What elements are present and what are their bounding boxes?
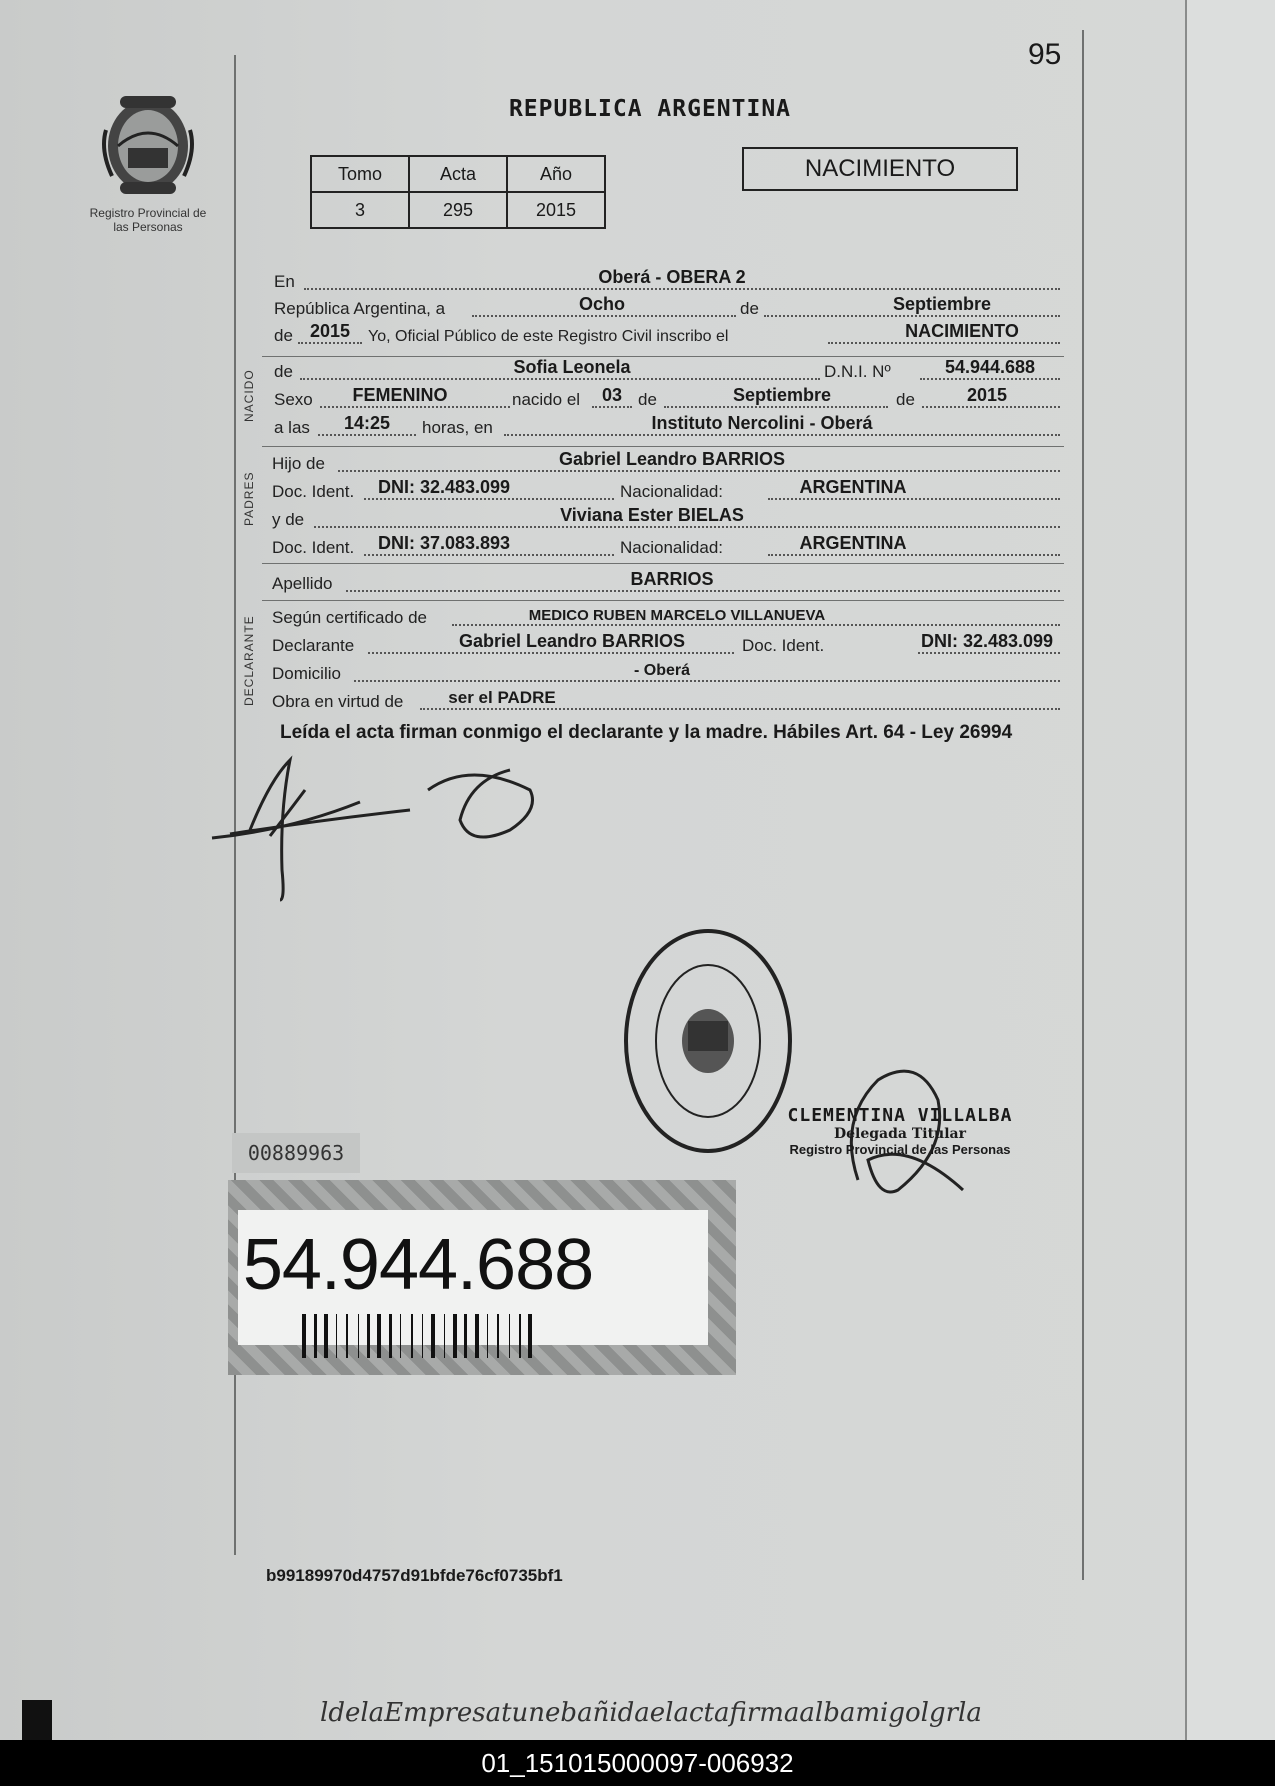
barcode-bar bbox=[444, 1314, 445, 1358]
barcode-bar bbox=[475, 1314, 479, 1358]
value-madre-doc: DNI: 37.083.893 bbox=[377, 533, 511, 553]
logo-caption: Registro Provincial de las Personas bbox=[89, 206, 207, 234]
right-margin-line bbox=[1082, 30, 1084, 1580]
closing-statement: Leída el acta firman conmigo el declarante y la madre. Hábiles Art. 64 - Ley 26994 bbox=[280, 722, 1013, 743]
ano-value: 2015 bbox=[507, 192, 605, 228]
barcode-bar bbox=[400, 1314, 401, 1358]
value-nombre: Sofia Leonela bbox=[513, 357, 631, 377]
row-en bbox=[272, 264, 1062, 294]
tomo-acta-ano-table bbox=[310, 155, 606, 229]
value-obra: ser el PADRE bbox=[448, 688, 556, 707]
value-dni: 54.944.688 bbox=[944, 357, 1036, 377]
value-apellido: BARRIOS bbox=[630, 569, 714, 589]
next-page-edge bbox=[1185, 0, 1275, 1740]
officer-org: Registro Provincial de las Personas bbox=[789, 1142, 1011, 1157]
barcode-bar bbox=[302, 1314, 306, 1358]
barcode-bar bbox=[377, 1314, 381, 1358]
barcode-icon bbox=[302, 1314, 602, 1358]
value-lugar: Oberá - OBERA 2 bbox=[598, 267, 746, 287]
country-heading: REPUBLICA ARGENTINA bbox=[508, 96, 792, 122]
document-hash: b99189970d4757d91bfde76cf0735bf1 bbox=[266, 1566, 563, 1585]
act-type-box: NACIMIENTO bbox=[742, 147, 1018, 191]
value-sexo: FEMENINO bbox=[352, 385, 448, 405]
row-certificado: Según certificado de MEDICO RUBEN MARCELO VILLANUEVA bbox=[272, 600, 1062, 630]
bottom-handwritten-text: ldelaEmpresatunebañidaelactafirmaalbamigolgrla bbox=[320, 1698, 982, 1728]
value-dia-texto: Ocho bbox=[578, 294, 625, 314]
barcode-bar bbox=[528, 1314, 532, 1358]
barcode-bar bbox=[358, 1314, 359, 1358]
value-padre-nac: ARGENTINA bbox=[799, 477, 907, 497]
ano-header: Año bbox=[507, 156, 605, 192]
row-apellido: Apellido BARRIOS bbox=[272, 566, 1062, 596]
provincial-coat-of-arms-logo bbox=[98, 90, 198, 202]
value-madre: Viviana Ester BIELAS bbox=[560, 505, 744, 525]
barcode-bar bbox=[411, 1314, 413, 1358]
value-certificado: MEDICO RUBEN MARCELO VILLANUEVA bbox=[528, 607, 826, 624]
row-hora: a las 14:25 horas, en Instituto Nercolini - Oberá bbox=[272, 410, 1062, 440]
value-declarante-doc: DNI: 32.483.099 bbox=[920, 631, 1054, 651]
acta-header: Acta bbox=[409, 156, 507, 192]
barcode-bar bbox=[464, 1314, 467, 1358]
value-nac-anio: 2015 bbox=[966, 385, 1008, 405]
barcode-bar bbox=[453, 1314, 457, 1358]
value-lugar-nac: Instituto Nercolini - Oberá bbox=[651, 413, 873, 433]
barcode-bar bbox=[389, 1314, 392, 1358]
footer-file-id: 01_151015000097-006932 bbox=[0, 1740, 1275, 1786]
row-declarante: Declarante Gabriel Leandro BARRIOS Doc. Ident. DNI: 32.483.099 bbox=[272, 628, 1062, 658]
value-domicilio: - Oberá bbox=[633, 662, 690, 679]
officer-block bbox=[775, 1105, 1025, 1157]
label-en: En bbox=[274, 272, 295, 291]
scan-edge-mark bbox=[22, 1700, 52, 1740]
barcode-bar bbox=[497, 1314, 499, 1358]
barcode-bar bbox=[346, 1314, 348, 1358]
barcode-bar bbox=[487, 1314, 488, 1358]
barcode-bar bbox=[367, 1314, 370, 1358]
officer-role: Delegada Titular bbox=[833, 1126, 966, 1142]
value-hora: 14:25 bbox=[343, 413, 391, 433]
row-madre: y de Viviana Ester BIELAS bbox=[272, 502, 1062, 532]
value-declarante: Gabriel Leandro BARRIOS bbox=[458, 631, 686, 651]
officer-name: CLEMENTINA VILLALBA bbox=[787, 1105, 1013, 1126]
row-nombre: de Sofia Leonela D.N.I. Nº 54.944.688 bbox=[272, 354, 1062, 384]
barcode-bar bbox=[314, 1314, 317, 1358]
dni-barcode-sticker bbox=[228, 1180, 736, 1375]
acta-value: 295 bbox=[409, 192, 507, 228]
row-padre: Hijo de Gabriel Leandro BARRIOS bbox=[272, 446, 1062, 476]
value-padre-doc: DNI: 32.483.099 bbox=[377, 477, 511, 497]
barcode-bar bbox=[519, 1314, 521, 1358]
registry-seal-stamp bbox=[622, 925, 794, 1157]
serial-number: 00889963 bbox=[232, 1133, 360, 1173]
tomo-header: Tomo bbox=[311, 156, 409, 192]
tomo-value: 3 bbox=[311, 192, 409, 228]
value-nac-dia: 03 bbox=[601, 385, 623, 405]
declarant-signature bbox=[210, 750, 550, 910]
row-sexo: Sexo FEMENINO nacido el 03 de Septiembre de 2015 bbox=[272, 382, 1062, 412]
row-domicilio: Domicilio - Oberá bbox=[272, 656, 1062, 686]
page-number: 95 bbox=[1028, 38, 1062, 71]
side-label-declarante: DECLARANTE bbox=[242, 615, 256, 706]
barcode-bar bbox=[422, 1314, 423, 1358]
barcode-bar bbox=[336, 1314, 337, 1358]
value-mes: Septiembre bbox=[892, 294, 992, 314]
row-madre-doc: Doc. Ident. DNI: 37.083.893 Nacionalidad: ARGENTINA bbox=[272, 530, 1062, 560]
barcode-bar bbox=[509, 1314, 510, 1358]
row-inscribo: de 2015 Yo, Oficial Público de este Registro Civil inscribo el NACIMIENTO bbox=[272, 318, 1062, 348]
row-padre-doc: Doc. Ident. DNI: 32.483.099 Nacionalidad: ARGENTINA bbox=[272, 474, 1062, 504]
barcode-bar bbox=[431, 1314, 435, 1358]
row-fecha: República Argentina, a Ocho de Septiembre bbox=[272, 291, 1062, 321]
row-obra: Obra en virtud de ser el PADRE bbox=[272, 684, 1062, 714]
value-anio: 2015 bbox=[309, 321, 351, 341]
barcode-bar bbox=[324, 1314, 328, 1358]
sticker-dni-number: 54.944.688 bbox=[242, 1225, 594, 1305]
value-padre: Gabriel Leandro BARRIOS bbox=[558, 449, 786, 469]
side-label-nacido: NACIDO bbox=[242, 369, 256, 422]
value-madre-nac: ARGENTINA bbox=[799, 533, 907, 553]
value-inscribe: NACIMIENTO bbox=[905, 321, 1019, 341]
value-nac-mes: Septiembre bbox=[732, 385, 832, 405]
side-label-padres: PADRES bbox=[242, 471, 256, 526]
